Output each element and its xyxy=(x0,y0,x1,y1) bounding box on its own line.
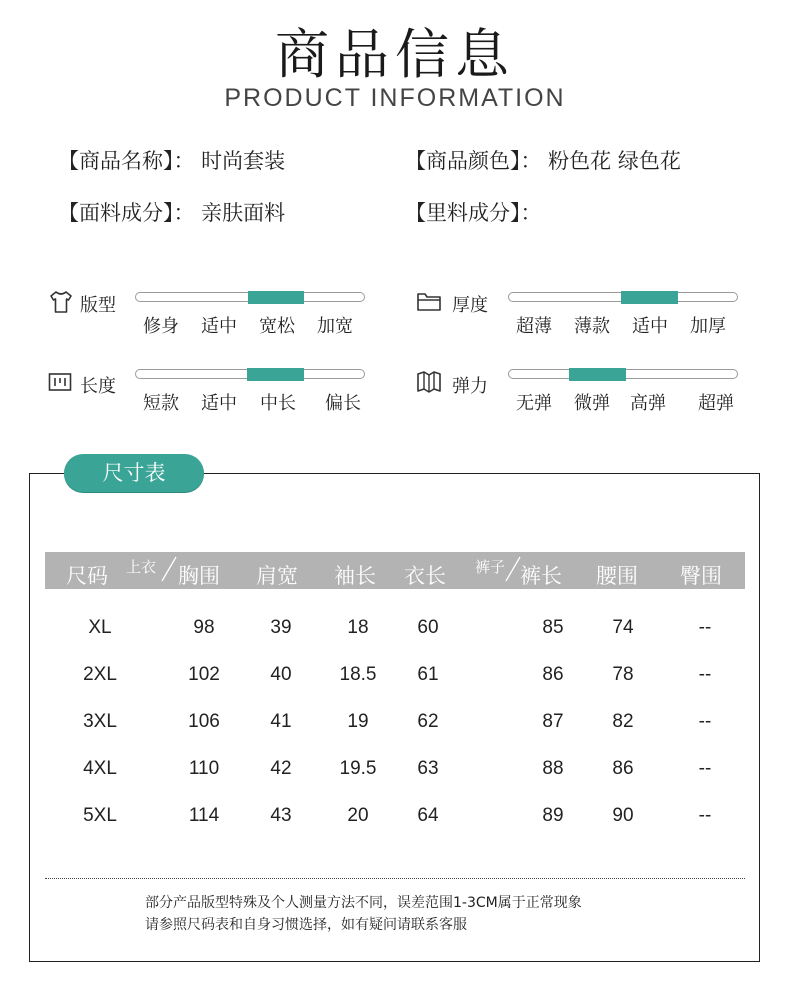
fit-option: 适中 xyxy=(201,316,237,337)
header-sleeve: 袖长 xyxy=(334,564,376,588)
thickness-slider-fill xyxy=(621,291,678,304)
table-cell: -- xyxy=(698,805,712,826)
table-cell: 74 xyxy=(612,617,634,638)
table-cell-size: 5XL xyxy=(83,805,117,826)
thickness-slider xyxy=(508,292,738,302)
table-cell: -- xyxy=(698,664,712,685)
header-hip: 臀围 xyxy=(680,564,722,588)
page-subtitle: PRODUCT INFORMATION xyxy=(224,84,566,112)
header-length: 衣长 xyxy=(404,564,446,588)
size-note-line2: 请参照尺码表和自身习惯选择，如有疑问请联系客服 xyxy=(145,917,467,933)
header-pants-group: 裤子 xyxy=(475,558,506,576)
table-cell: 90 xyxy=(612,805,634,826)
header-slash-icon xyxy=(160,555,178,583)
info-product-color: 【商品颜色】： 粉色花 绿色花 xyxy=(405,149,681,173)
attr-length-label: 长度 xyxy=(80,376,116,397)
thickness-option: 加厚 xyxy=(690,316,726,337)
table-cell: 86 xyxy=(612,758,634,779)
header-top-group: 上衣 xyxy=(126,558,157,576)
table-cell: 86 xyxy=(542,664,564,685)
tshirt-icon xyxy=(48,289,72,313)
fabric-icon xyxy=(416,370,440,394)
elasticity-slider-fill xyxy=(569,368,626,381)
thickness-option: 超薄 xyxy=(516,316,552,337)
table-cell: 43 xyxy=(270,805,292,826)
elasticity-option: 高弹 xyxy=(630,393,666,414)
table-cell: 19 xyxy=(347,711,369,732)
table-cell: 106 xyxy=(188,711,220,732)
table-cell-size: 3XL xyxy=(83,711,117,732)
elasticity-option: 超弹 xyxy=(698,393,734,414)
table-cell: 39 xyxy=(270,617,292,638)
attr-thickness-label: 厚度 xyxy=(452,295,488,316)
page-title: 商品信息 xyxy=(275,23,515,86)
table-cell: 61 xyxy=(417,664,439,685)
table-cell: 60 xyxy=(417,617,439,638)
table-cell: 19.5 xyxy=(339,758,377,779)
table-cell: 89 xyxy=(542,805,564,826)
header-size: 尺码 xyxy=(66,564,108,588)
table-cell: 110 xyxy=(188,758,220,779)
table-cell: 63 xyxy=(417,758,439,779)
table-divider xyxy=(45,878,745,879)
attr-elasticity-label: 弹力 xyxy=(452,376,488,397)
info-lining: 【里料成分】： xyxy=(405,201,542,225)
table-cell: 78 xyxy=(612,664,634,685)
header-shoulder: 肩宽 xyxy=(256,564,298,588)
fit-option: 宽松 xyxy=(259,316,295,337)
fit-option: 修身 xyxy=(143,316,179,337)
header-waist: 腰围 xyxy=(596,564,638,588)
table-cell: -- xyxy=(698,758,712,779)
info-fabric: 【面料成分】： 亲肤面料 xyxy=(58,201,286,225)
table-cell: -- xyxy=(698,617,712,638)
table-cell: 18.5 xyxy=(339,664,377,685)
attr-fit-label: 版型 xyxy=(80,295,116,316)
length-slider xyxy=(135,369,365,379)
length-option: 中长 xyxy=(260,393,296,414)
size-note-line1: 部分产品版型特殊及个人测量方法不同，误差范围1-3CM属于正常现象 xyxy=(145,895,582,911)
ruler-icon xyxy=(48,371,72,395)
thickness-option: 适中 xyxy=(632,316,668,337)
table-cell: 87 xyxy=(542,711,564,732)
table-cell: 42 xyxy=(270,758,292,779)
header-chest: 胸围 xyxy=(178,564,220,588)
thickness-option: 薄款 xyxy=(574,316,610,337)
header-pants-length: 裤长 xyxy=(520,564,562,588)
size-table-tab: 尺寸表 xyxy=(64,454,204,492)
fit-slider-fill xyxy=(248,291,304,304)
table-cell: 102 xyxy=(188,664,220,685)
table-cell-size: XL xyxy=(88,617,112,638)
fit-slider xyxy=(135,292,365,302)
table-cell: 98 xyxy=(193,617,215,638)
table-cell: 20 xyxy=(347,805,369,826)
length-option: 适中 xyxy=(201,393,237,414)
table-cell: 40 xyxy=(270,664,292,685)
table-cell: 18 xyxy=(347,617,369,638)
folder-icon xyxy=(416,289,440,313)
table-cell: 88 xyxy=(542,758,564,779)
table-cell-size: 2XL xyxy=(83,664,117,685)
length-slider-fill xyxy=(247,368,304,381)
table-cell: 64 xyxy=(417,805,439,826)
fit-option: 加宽 xyxy=(317,316,353,337)
table-cell: 62 xyxy=(417,711,439,732)
elasticity-option: 无弹 xyxy=(516,393,552,414)
table-cell: 41 xyxy=(270,711,292,732)
elasticity-option: 微弹 xyxy=(574,393,610,414)
table-cell: 114 xyxy=(188,805,220,826)
table-cell: 85 xyxy=(542,617,564,638)
table-cell: -- xyxy=(698,711,712,732)
table-cell: 82 xyxy=(612,711,634,732)
table-cell-size: 4XL xyxy=(83,758,117,779)
length-option: 偏长 xyxy=(325,393,361,414)
elasticity-slider xyxy=(508,369,738,379)
info-product-name: 【商品名称】： 时尚套装 xyxy=(58,149,286,173)
length-option: 短款 xyxy=(143,393,179,414)
